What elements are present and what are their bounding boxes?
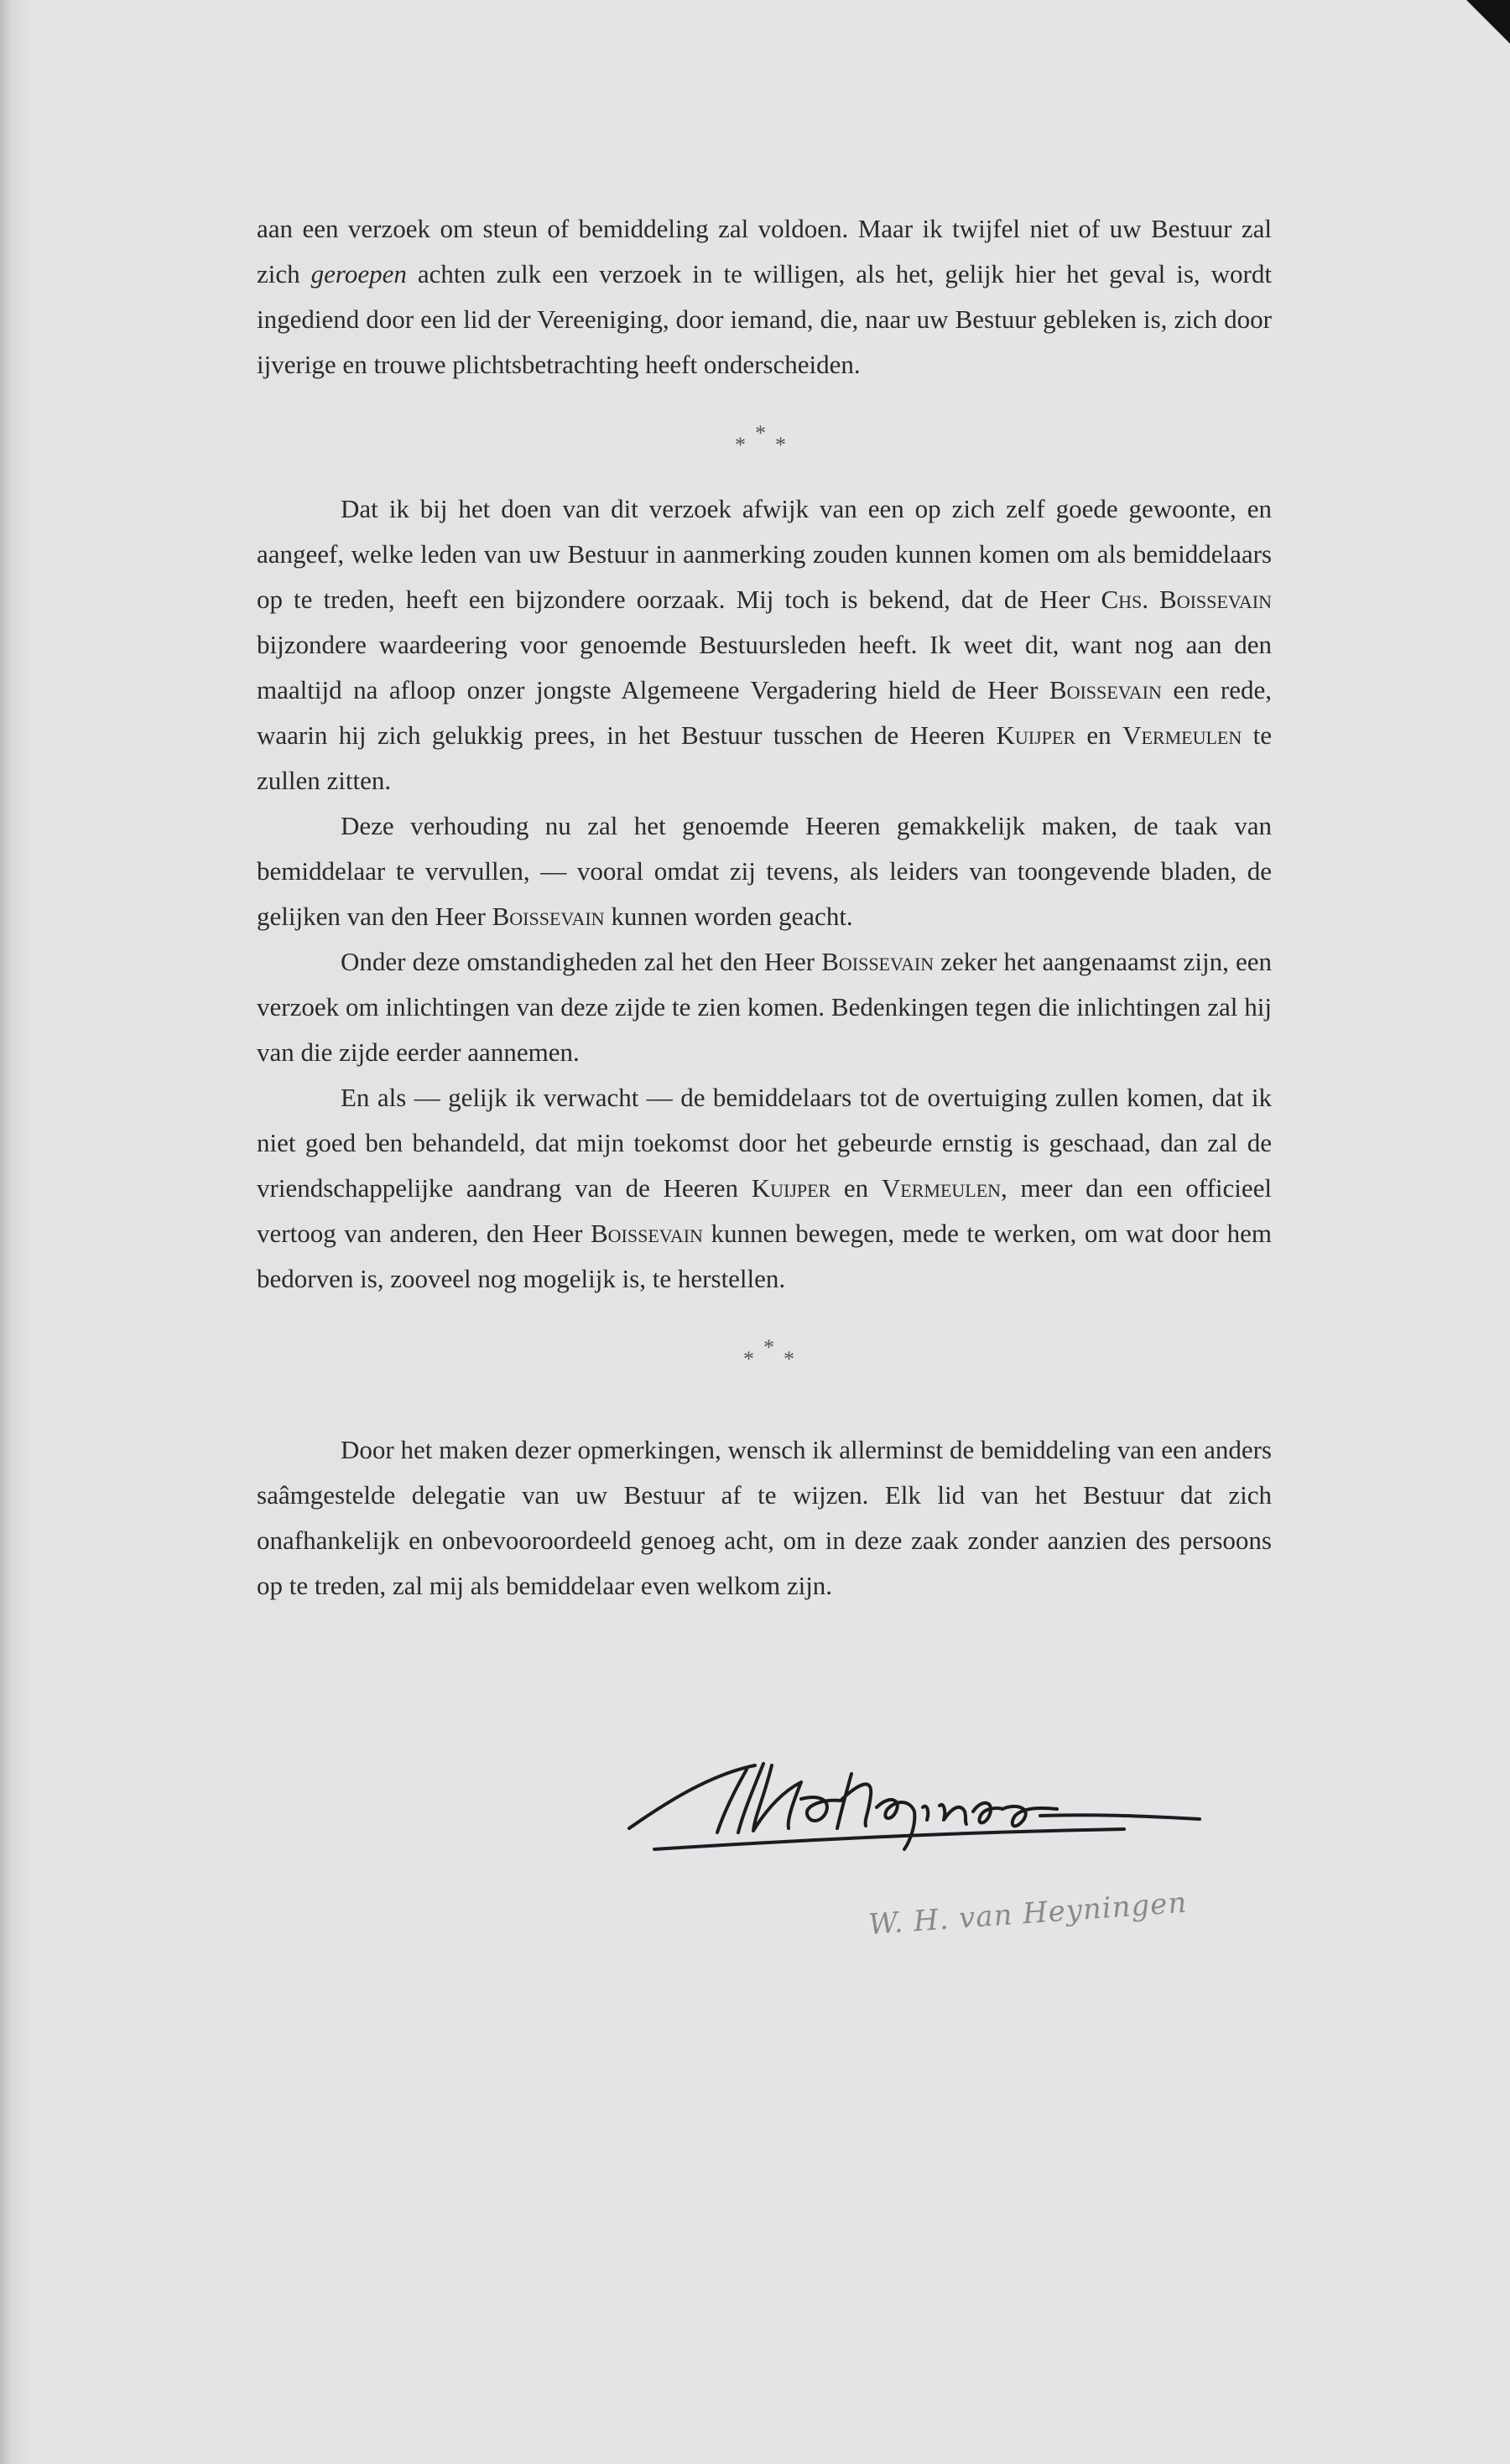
paragraph-request: Dat ik bij het doen van dit verzoek afwijk van een op zich zelf goede gewoonte, en aangeef, welke leden van uw Bestuur in aanmerking zouden kunnen komen om als bemiddelaars op te treden, heeft een bijzondere oorzaak. Mij toch is bekend, dat de Heer Chs. Boissevain bijzondere waardeering voor genoemde Bestuursleden heeft. Ik weet dit, want nog aan den maaltijd na afloop onzer jongste Algemeene Vergadering hield de Heer Boissevain een rede, waarin hij zich gelukkig prees, in het Bestuur tusschen de Heeren Kuijper en Vermeulen te zullen zitten. xyxy=(257,494,1272,795)
handwritten-signature xyxy=(621,1749,1208,1858)
scan-corner-mark xyxy=(1466,0,1510,44)
pencil-annotation: W. H. van Heyningen xyxy=(867,1885,1189,1942)
paragraph-closing: Door het maken dezer opmerkingen, wensch ik allerminst de bemiddeling van een anders saâmgestelde delegatie van uw Bestuur af te wijzen. Elk lid van het Bestuur dat zich onafhankelijk en onbevooroordeeld genoeg acht, om in deze zaak zonder aanzien des persoons op te treden, zal mij als bemiddelaar even welkom zijn. xyxy=(257,1435,1272,1600)
paragraph-circumstances: Onder deze omstandigheden zal het den Heer Boissevain zeker het aangenaamst zijn, een verzoek om inlichtingen van deze zijde te zien komen. Bedenkingen tegen die inlichtingen zal hij van die zijde eerder aannemen. xyxy=(257,947,1272,1067)
paragraph-expectation: En als — gelijk ik verwacht — de bemiddelaars tot de overtuiging zullen komen, dat ik niet goed ben behandeld, dat mijn toekomst door het gebeurde ernstig is geschaad, dan zal de vriendschappelijke aandrang van de Heeren Kuijper en Vermeulen, meer dan een officieel vertoog van anderen, den Heer Boissevain kunnen bewegen, mede te werken, om wat door hem bedorven is, zooveel nog mogelijk is, te herstellen. xyxy=(257,1083,1273,1293)
paragraph-intro: aan een verzoek om steun of bemiddeling zal voldoen. Maar ik twijfel niet of uw Bestuur zal zich geroepen achten zulk een verzoek in te willigen, als het, gelijk hier het geval is, wordt ingediend door een lid der Vereeniging, door iemand, die, naar uw Bestuur gebleken is, zich door ijverige en trouwe plichtsbetrachting heeft onderscheiden. xyxy=(257,214,1272,379)
letter-body xyxy=(257,206,1272,1609)
separator-asterism: * * * xyxy=(735,421,786,457)
emphasis-geroepen: geroepen xyxy=(310,259,407,289)
separator-asterism-2: * * * xyxy=(743,1335,794,1371)
paragraph-relationship: Deze verhouding nu zal het genoemde Heeren gemakkelijk maken, de taak van bemiddelaar te vervullen, — vooral omdat zij tevens, als leiders van toongevende bladen, de gelijken van den Heer Boissevain kunnen worden geacht. xyxy=(257,811,1272,931)
